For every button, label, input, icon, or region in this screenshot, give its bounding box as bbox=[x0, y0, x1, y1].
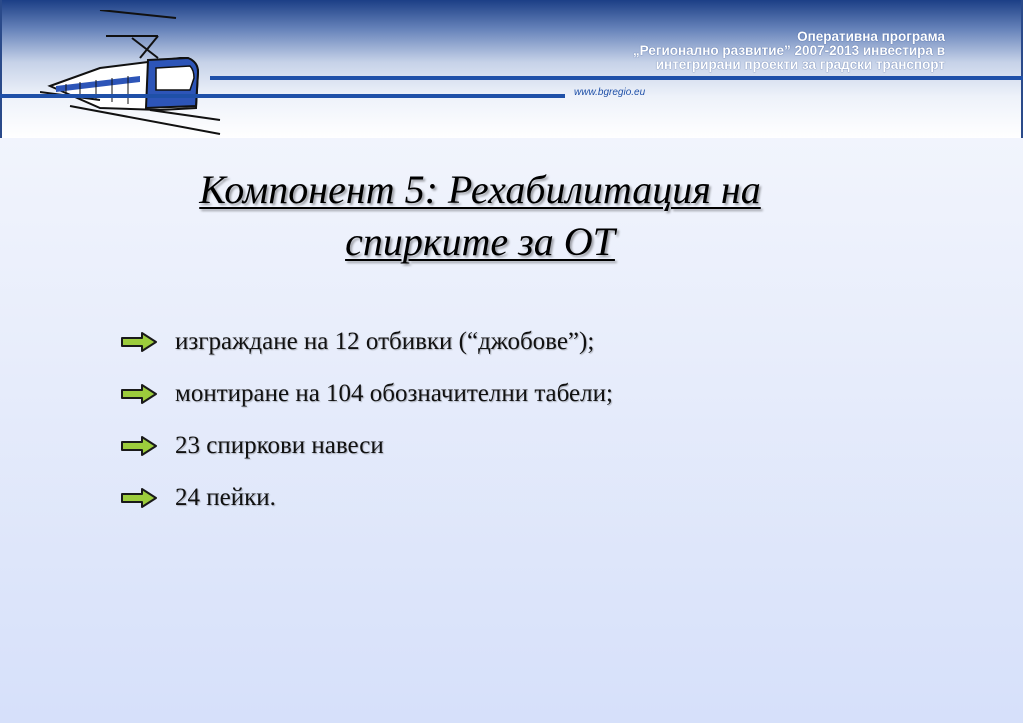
bullet-text: 23 спиркови навеси bbox=[175, 432, 384, 459]
arrow-right-icon bbox=[120, 435, 158, 457]
bullet-list bbox=[120, 316, 613, 524]
program-description bbox=[633, 30, 945, 72]
list-item bbox=[120, 316, 613, 368]
list-item bbox=[120, 420, 613, 472]
list-item bbox=[120, 472, 613, 524]
arrow-right-icon bbox=[120, 487, 158, 509]
header-divider-upper bbox=[210, 76, 1023, 80]
slide-title bbox=[130, 164, 830, 268]
arrow-right-icon bbox=[120, 331, 158, 353]
bullet-text: изграждане на 12 отбивки (“джобове”); bbox=[175, 328, 595, 355]
slide-title-line-1: Компонент 5: Рехабилитация на bbox=[199, 167, 761, 212]
bullet-text: монтиране на 104 обозначителни табели; bbox=[175, 380, 613, 407]
website-link[interactable]: www.bgregio.eu bbox=[574, 87, 646, 98]
header-divider-lower bbox=[0, 94, 565, 98]
bullet-text: 24 пейки. bbox=[175, 484, 276, 511]
list-item bbox=[120, 368, 613, 420]
header-left-border bbox=[0, 0, 2, 138]
slide-title-line-2: спирките за ОТ bbox=[345, 219, 615, 264]
tram-icon bbox=[40, 10, 230, 138]
program-line-2: „Регионално развитие” 2007-2013 инвестира в bbox=[632, 43, 945, 58]
program-line-1: Оперативна програма bbox=[797, 29, 945, 44]
header-banner bbox=[0, 0, 1023, 138]
program-line-3: интегрирани проекти за градски транспорт bbox=[655, 57, 945, 72]
arrow-right-icon bbox=[120, 383, 158, 405]
